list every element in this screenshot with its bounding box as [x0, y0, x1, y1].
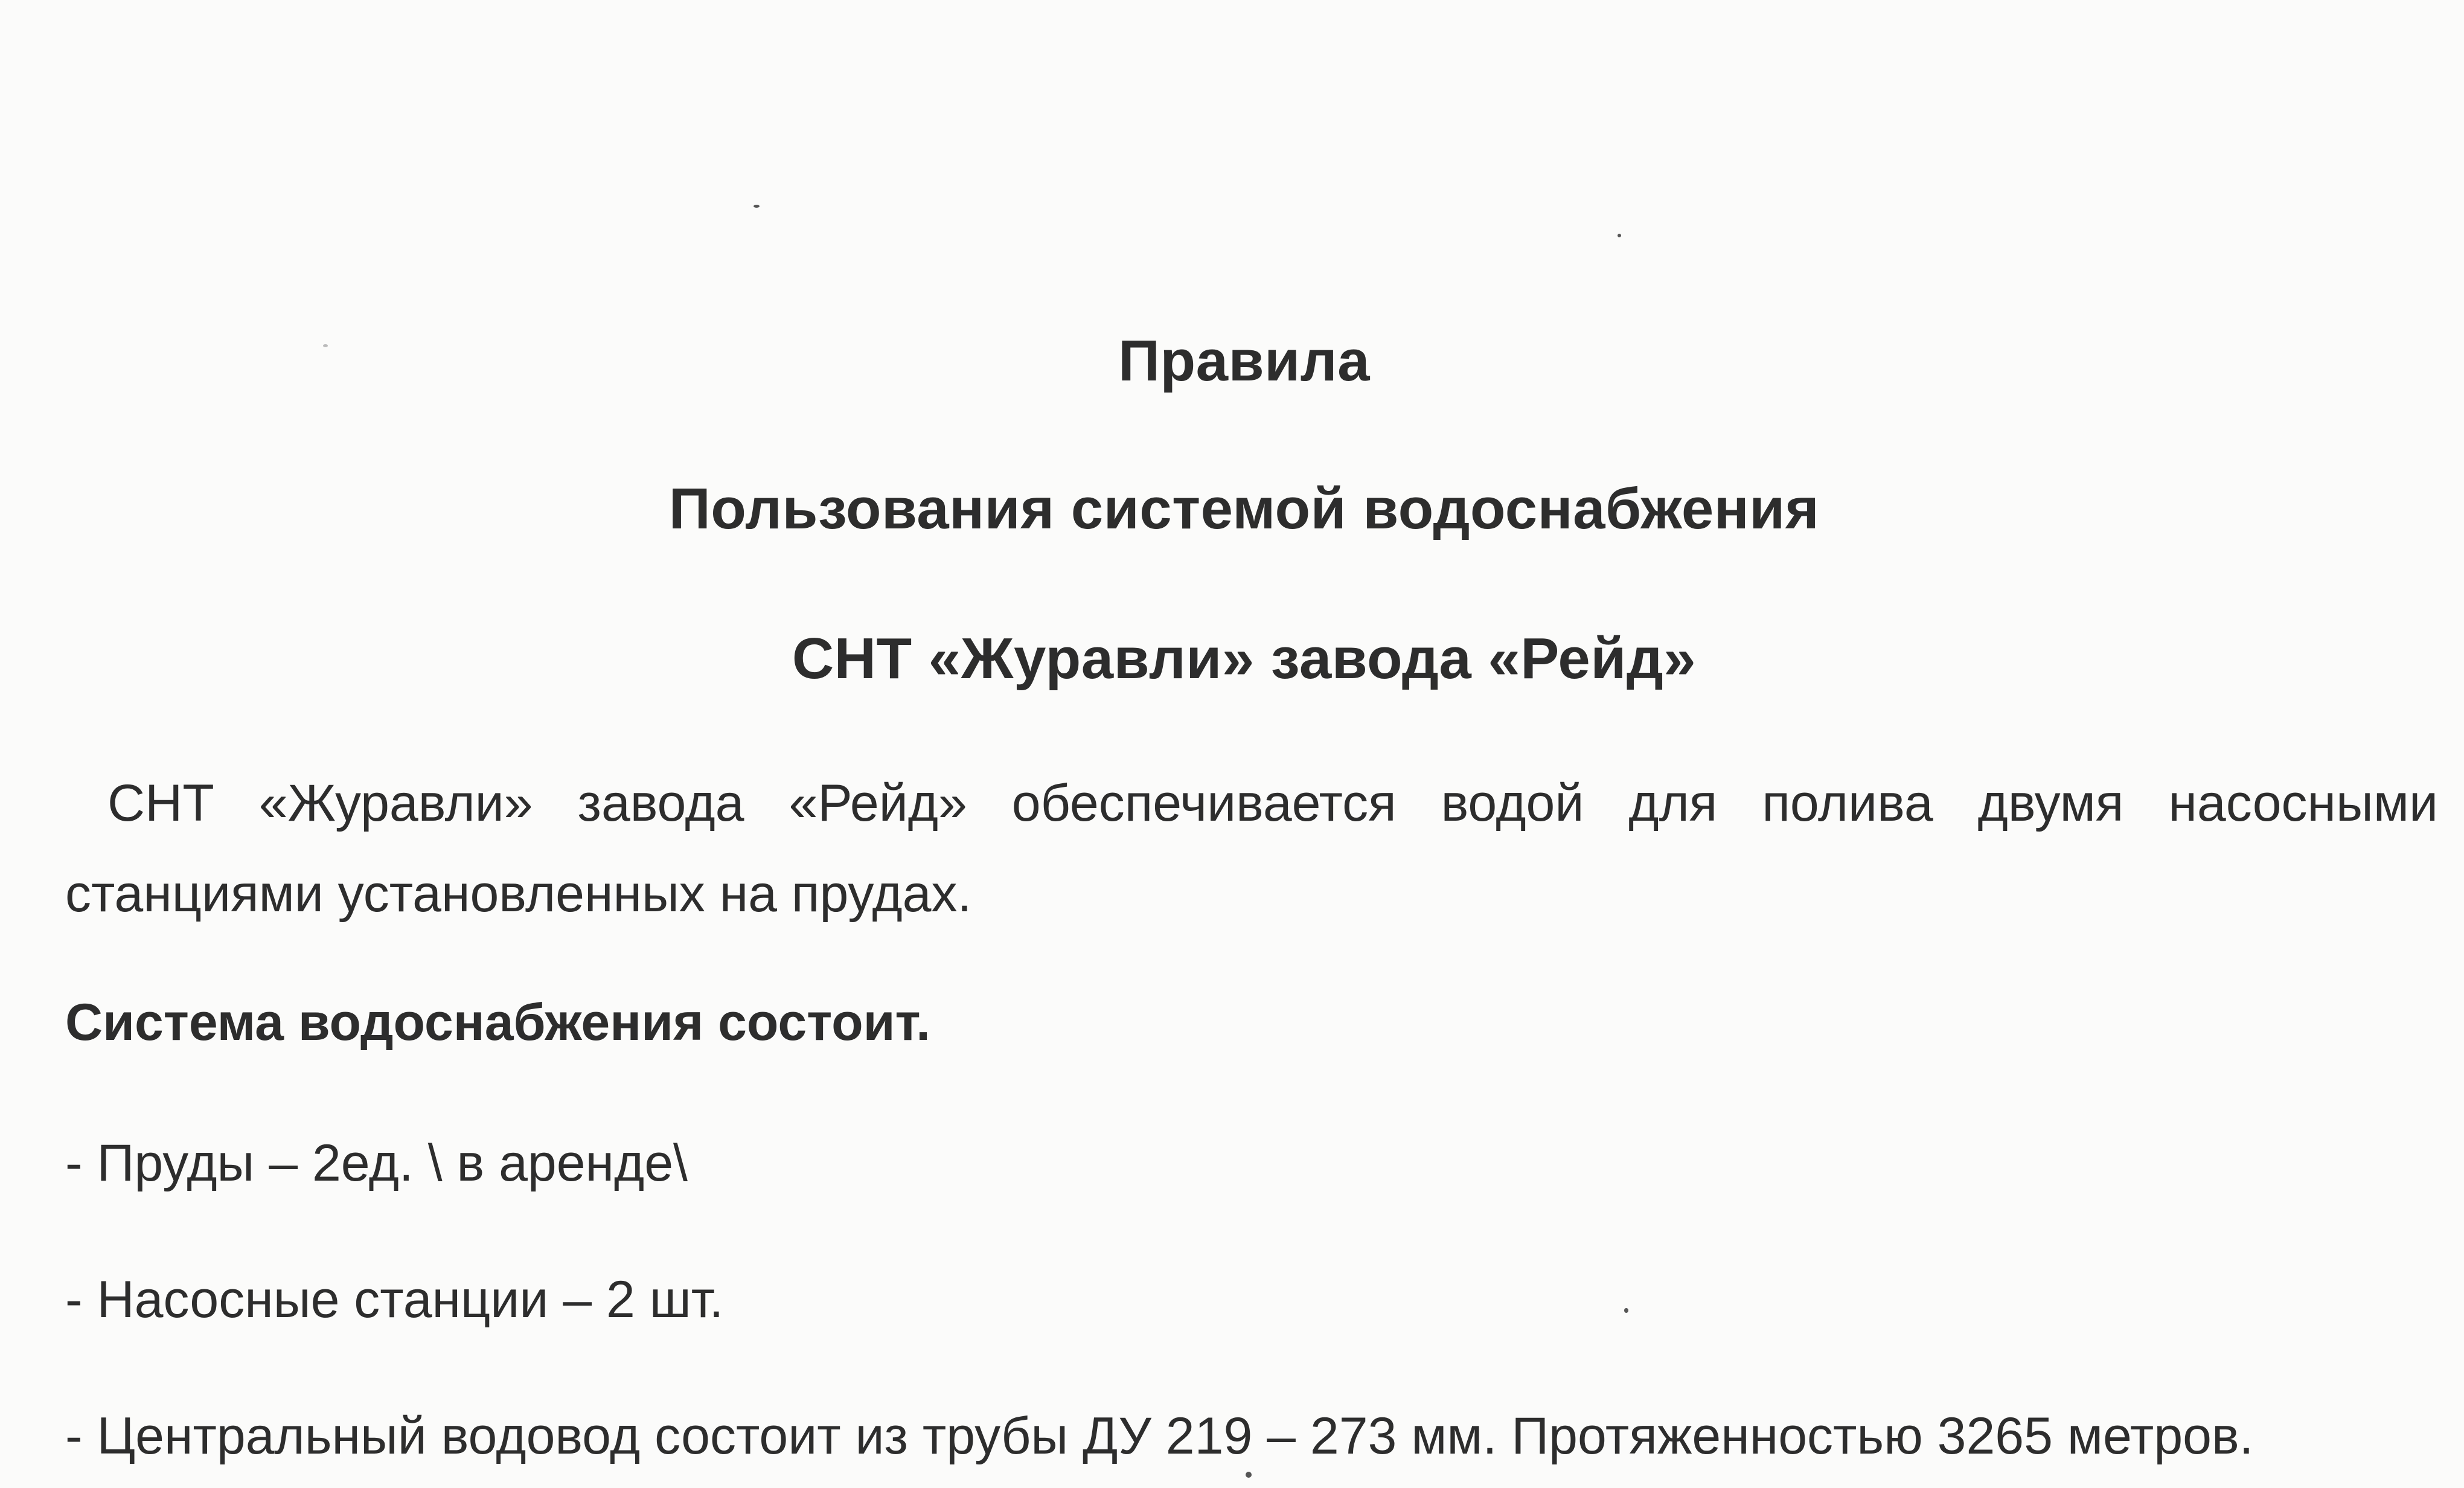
- list-item: - Центральный водовод состоит из трубы ДУ 219 – 273 мм. Протяженностью 3265 метров.: [65, 1407, 2254, 1465]
- scan-speck: [1618, 234, 1621, 237]
- scan-speck: [1624, 1308, 1628, 1313]
- scan-speck: [323, 344, 328, 347]
- intro-paragraph: СНТ «Журавли» завода «Рейд» обеспечивается водой для полива двумя насосными станциями установленных на прудах.: [65, 774, 2438, 923]
- scan-speck: [1246, 1472, 1252, 1478]
- document-title: Правила: [1118, 329, 1370, 393]
- list-item: - Пруды – 2ед. \ в аренде\: [65, 1134, 688, 1192]
- document-subtitle: Пользования системой водоснабжения: [668, 476, 1820, 541]
- scan-speck: [754, 205, 760, 208]
- section-heading: Система водоснабжения состоит.: [65, 993, 930, 1051]
- document-organization-title: СНТ «Журавли» завода «Рейд»: [792, 626, 1697, 691]
- list-item: - Насосные станции – 2 шт.: [65, 1271, 724, 1329]
